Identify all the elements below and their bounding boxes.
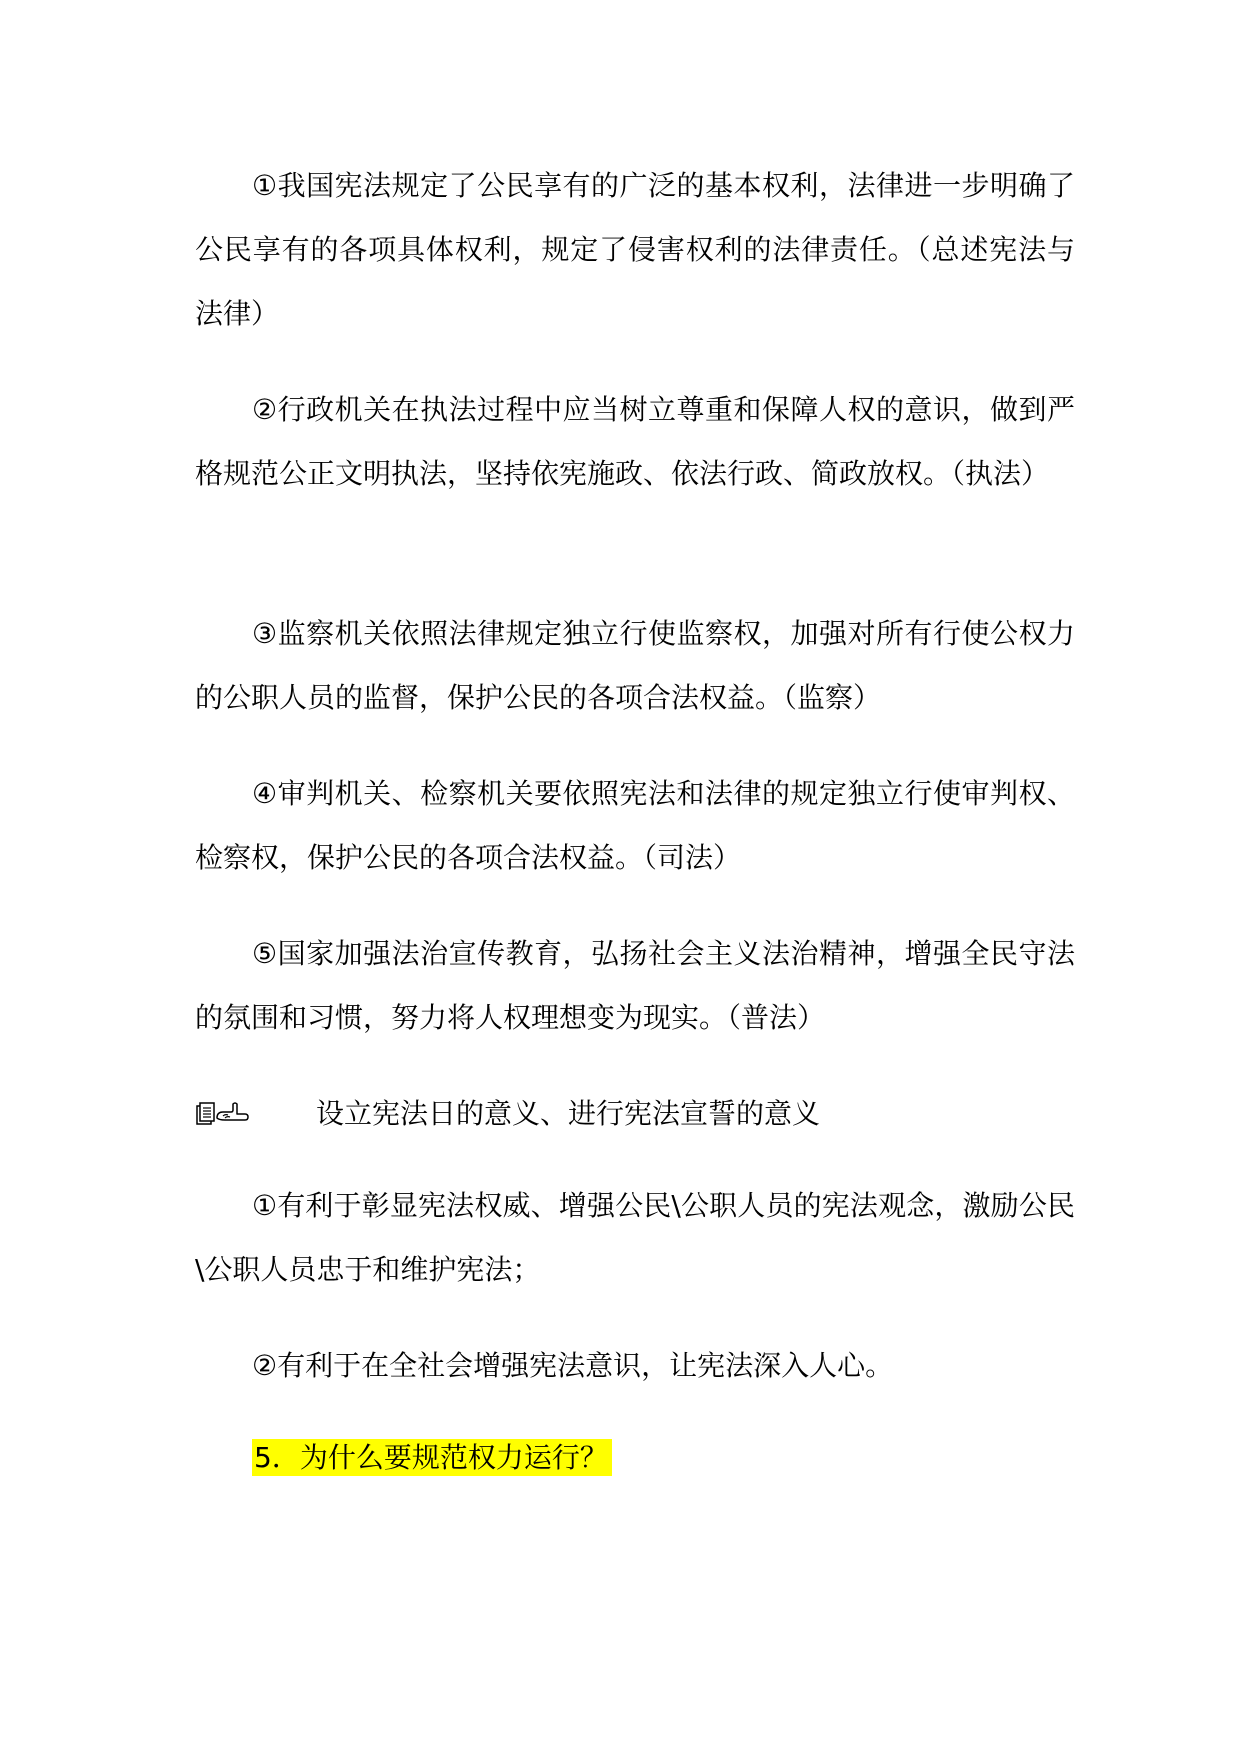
section-item-2: ②有利于在全社会增强宪法意识，让宪法深入人心。: [252, 1349, 894, 1382]
section-title: 设立宪法日的意义、进行宪法宣誓的意义: [316, 1097, 821, 1130]
question-heading: [195, 1426, 1075, 1490]
paragraph-constitution-rights: ①我国宪法规定了公民享有的广泛的基本权利，法律进一步明确了公民享有的各项具体权利，规定了侵害权利的法律责任。（总述宪法与法律）: [195, 169, 1075, 330]
document-hand-icon: [195, 1100, 255, 1128]
question-label: 5．为什么要规范权力运行？: [252, 1439, 612, 1476]
paragraph-supervision: ③监察机关依照法律规定独立行使监察权，加强对所有行使公权力的公职人员的监督，保护公民的各项合法权益。（监察）: [195, 617, 1075, 714]
section-heading: [195, 1082, 1075, 1146]
section-item-1: ①有利于彰显宪法权威、增强公民\公职人员的宪法观念，激励公民\公职人员忠于和维护宪法；: [195, 1189, 1075, 1286]
paragraph-administrative: ②行政机关在执法过程中应当树立尊重和保障人权的意识，做到严格规范公正文明执法，坚持依宪施政、依法行政、简政放权。（执法）: [195, 393, 1075, 490]
paragraph-judicial: ④审判机关、检察机关要依照宪法和法律的规定独立行使审判权、检察权，保护公民的各项合法权益。（司法）: [195, 777, 1075, 874]
paragraph-legal-education: ⑤国家加强法治宣传教育，弘扬社会主义法治精神，增强全民守法的氛围和习惯，努力将人权理想变为现实。（普法）: [195, 937, 1075, 1034]
